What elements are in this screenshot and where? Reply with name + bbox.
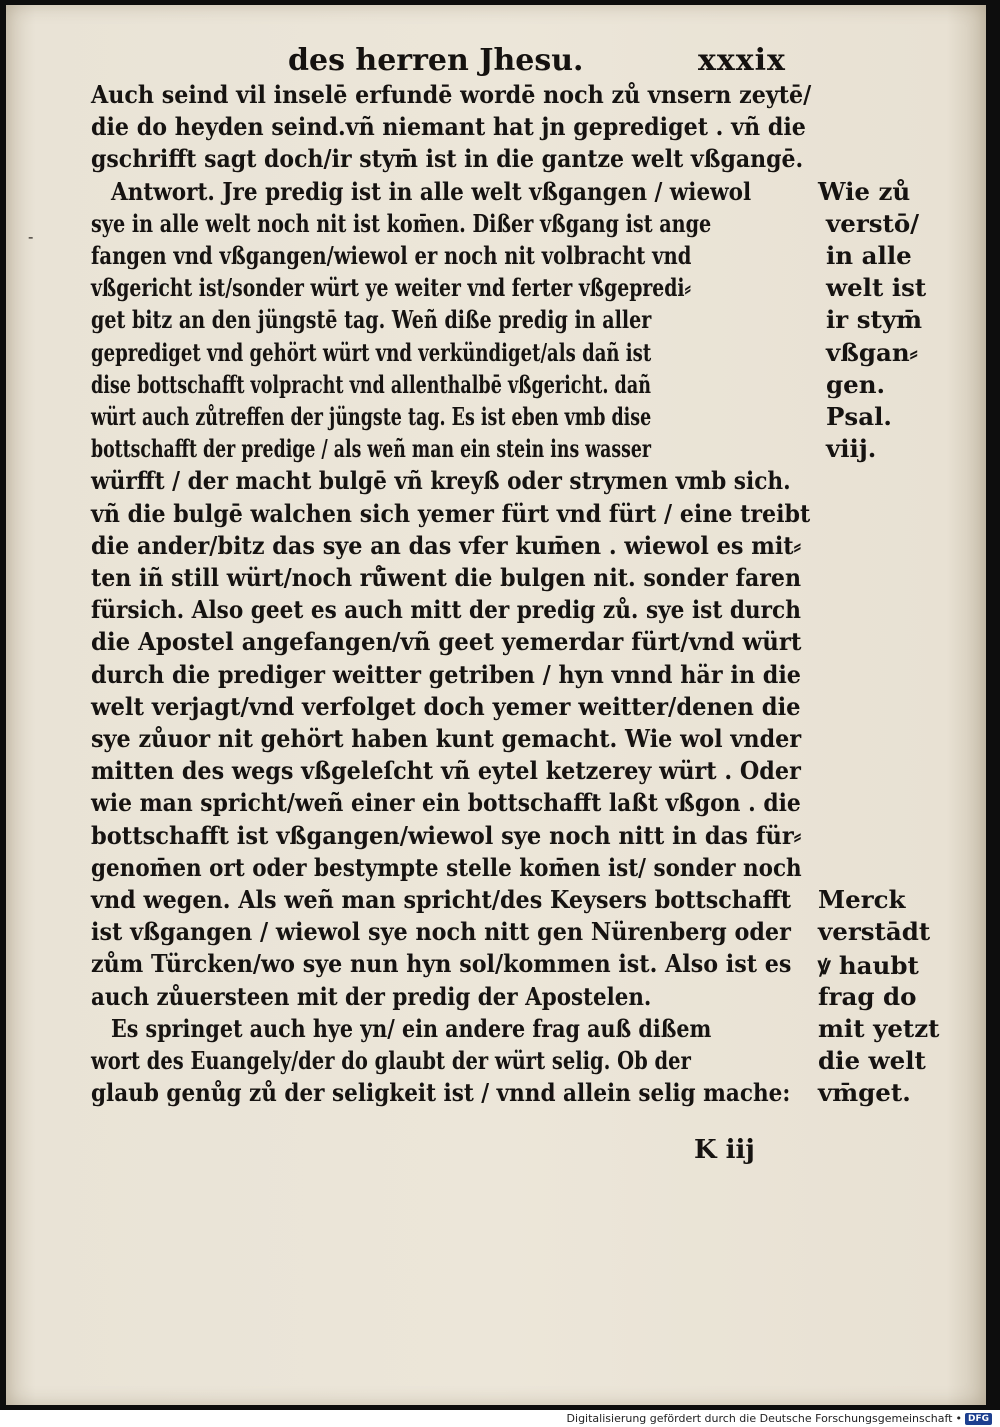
folio-number: xxxix: [698, 43, 786, 78]
marginal-note: die welt: [818, 1046, 926, 1075]
text-line: Es springet auch hye yn/ ein andere frag auß dißem: [111, 1013, 712, 1043]
text-line: genom̄en ort oder bestympte stelle kom̄en ist/ sonder noch: [91, 852, 802, 882]
marginal-note: frag do: [818, 981, 917, 1011]
text-line: vßgericht ist/sonder würt ye weiter vnd ferter vßgepredi⸗: [91, 273, 691, 303]
footer-credit: Digitalisierung gefördert durch die Deutsche Forschungsgemeinschaft: [566, 1412, 953, 1425]
marginal-note: Psal.: [826, 402, 892, 431]
marginal-note: welt ist: [826, 273, 927, 303]
text-line: die ander/bitz das sye an das vfer kum̄en . wiewol es mit⸗: [91, 530, 802, 560]
marginal-note: verstō/: [826, 208, 920, 238]
text-line: welt verjagt/vnd verfolget doch yemer weitter/denen die: [91, 691, 801, 721]
text-line: ist vßgangen / wiewol sye noch nitt gen Nürenberg oder: [91, 917, 791, 947]
text-line: Antwort. Jre predig ist in alle welt vßgangen / wiewol: [111, 176, 752, 206]
text-line: würt auch zůtreffen der jüngste tag. Es ist eben vmb dise: [91, 402, 652, 431]
text-line: dise bottschafft volpracht vnd allenthalbē vßgericht. dañ: [91, 369, 651, 399]
marginal-note: gen.: [826, 369, 886, 399]
footer-separator: •: [955, 1412, 962, 1425]
text-line: fürsich. Also geet es auch mitt der predig zů. sye ist durch: [91, 595, 801, 625]
text-line: wort des Euangely/der do glaubt der würt selig. Ob der: [91, 1046, 691, 1075]
text-line: die Apostel angefangen/vñ geet yemerdar fürt/vnd würt: [91, 627, 802, 657]
text-line: sye in alle welt noch nit ist kom̄en. Dißer vßgang ist ange: [91, 208, 712, 238]
text-line: mitten des wegs vßgeleſcht vñ eytel ketzerey würt . Oder: [91, 756, 801, 786]
book-page: [6, 5, 986, 1405]
text-line: auch zůuersteen mit der predig der Apostelen.: [91, 981, 652, 1011]
text-line: bottschafft der predige / als weñ man ein stein ins wasser: [91, 434, 652, 464]
marginal-note: Merck: [818, 885, 906, 914]
marginal-note: ir stym̄: [826, 305, 923, 335]
text-line: glaub genůg zů der seligkeit ist / vnnd allein selig mache:: [91, 1078, 791, 1108]
text-line: gschrifft sagt doch/ir stym̄ ist in die gantze welt vßgangē.: [91, 144, 804, 174]
marginal-note: in alle: [826, 241, 912, 270]
dfg-logo: DFG: [965, 1413, 992, 1425]
running-head: des herren Jhesu.: [288, 43, 584, 78]
marginal-note: mit yetzt: [818, 1013, 940, 1043]
text-line: geprediget vnd gehört würt vnd verkündiget/als dañ ist: [91, 337, 652, 367]
marginal-note: Wie zů: [818, 176, 911, 206]
marginal-note: viij.: [826, 434, 877, 464]
text-line: vñ die bulgē walchen sich yemer fürt vnd fürt / eine treibt: [91, 498, 811, 528]
text-line: ten iñ still würt/noch rů̄went die bulgen nit. sonder faren: [91, 563, 802, 592]
text-line: würfft / der macht bulgē vñ kreyß oder strymen vmb sich.: [91, 466, 791, 496]
text-line: fangen vnd vßgangen/wiewol er noch nit volbracht vnd: [91, 241, 692, 270]
text-line: get bitz an den jüngstē tag. Weñ diße predig in aller: [91, 305, 652, 335]
text-line: Auch seind vil inselē erfundē wordē noch zů vnsern zeytē/: [91, 80, 812, 109]
marginal-note: ꝟ haubt: [818, 951, 919, 981]
marginal-note: verstādt: [818, 917, 931, 947]
text-line: sye zůuor nit gehört haben kunt gemacht. Wie wol vnder: [91, 724, 802, 753]
text-line: die do heyden seind.vñ niemant hat jn geprediget . vñ die: [91, 112, 806, 142]
text-line: wie man spricht/weñ einer ein bottschafft laßt vßgon . die: [91, 788, 801, 818]
marginal-note: vßgan⸗: [826, 337, 918, 367]
digitization-footer: [567, 1412, 992, 1425]
text-line: bottschafft ist vßgangen/wiewol sye noch nitt in das für⸗: [91, 820, 802, 850]
marginal-note: vm̄get.: [818, 1078, 911, 1108]
text-line: vnd wegen. Als weñ man spricht/des Keysers bottschafft: [91, 885, 792, 914]
signature-mark: K iij: [694, 1135, 755, 1165]
margin-mark: -: [28, 227, 34, 246]
text-line: zům Türcken/wo sye nun hyn sol/kommen ist. Also ist es: [91, 949, 792, 979]
text-line: durch die prediger weitter getriben / hyn vnnd här in die: [91, 659, 801, 689]
